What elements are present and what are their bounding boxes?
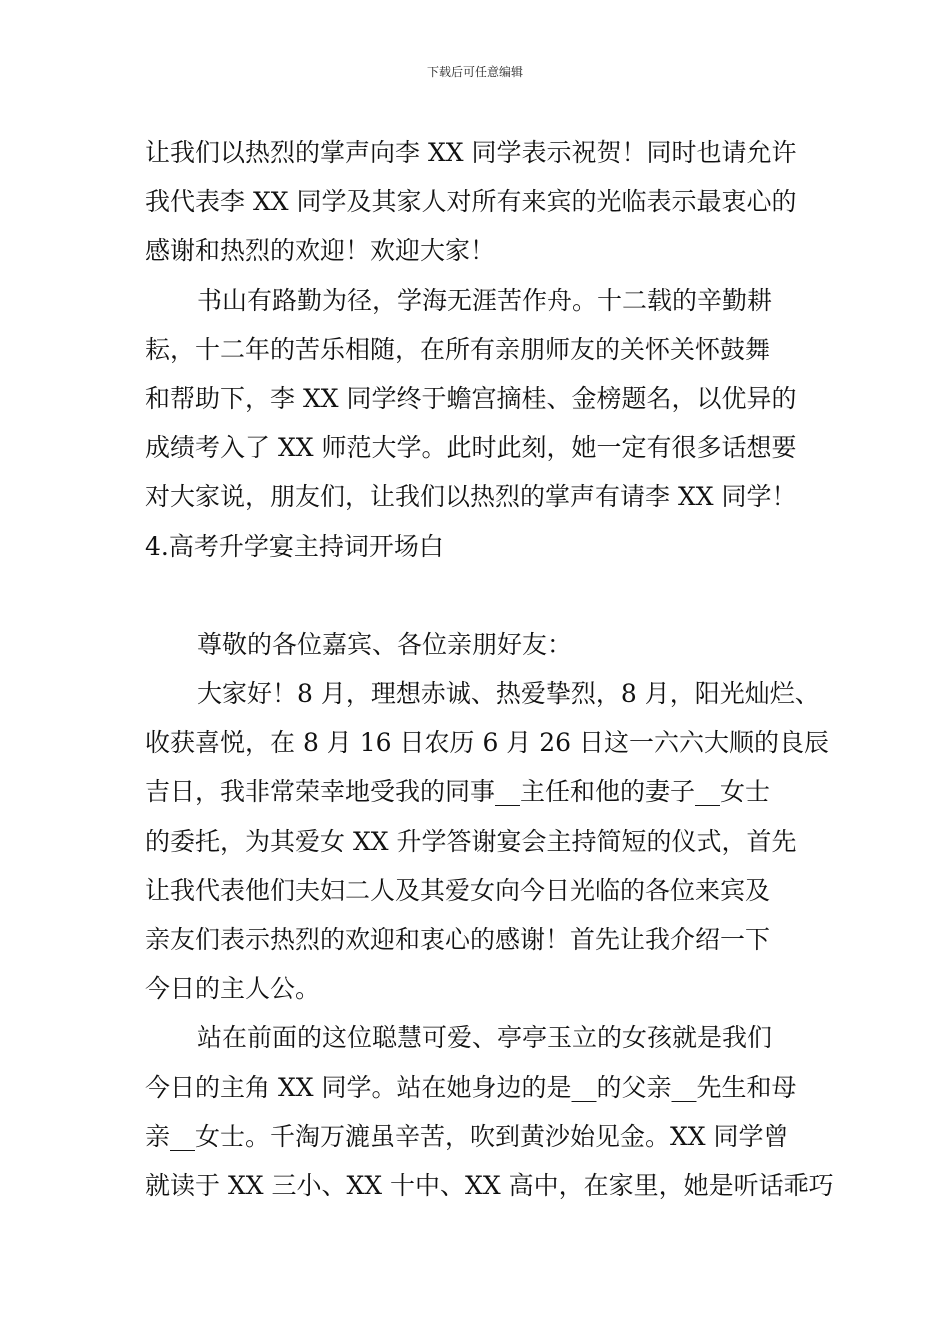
paragraph-start-line: 站在前面的这位聪慧可爱、亭亭玉立的女孩就是我们	[197, 1023, 773, 1053]
text-line: 感谢和热烈的欢迎！欢迎大家！	[145, 236, 496, 266]
text-line: 的委托，为其爱女 XX 升学答谢宴会主持简短的仪式，首先	[145, 826, 797, 856]
text-line: 我代表李 XX 同学及其家人对所有来宾的光临表示最衷心的	[145, 187, 797, 217]
text-line: 耘，十二年的苦乐相随，在所有亲朋师友的关怀关怀鼓舞	[145, 334, 771, 364]
page-header-note: 下载后可任意编辑	[426, 65, 523, 79]
paragraph-start-line: 书山有路勤为径，学海无涯苦作舟。十二载的辛勤耕	[197, 285, 773, 315]
section-heading: 4.高考升学宴主持词开场白	[145, 531, 444, 561]
text-line: 今日的主人公。	[145, 974, 321, 1004]
document-body	[145, 128, 834, 1210]
paragraph-start-line: 大家好！8 月，理想赤诚、热爱挚烈，8 月，阳光灿烂、	[197, 679, 820, 709]
text-line: 和帮助下，李 XX 同学终于蟾宫摘桂、金榜题名，以优异的	[145, 383, 797, 413]
text-line: 就读于 XX 三小、XX 十中、XX 高中，在家里，她是听话乖巧	[145, 1170, 834, 1200]
text-line: 今日的主角 XX 同学。站在她身边的是__的父亲__先生和母	[145, 1072, 797, 1102]
text-line: 亲友们表示热烈的欢迎和衷心的感谢！首先让我介绍一下	[145, 925, 771, 954]
text-line: 收获喜悦，在 8 月 16 日农历 6 月 26 日这一六六大顺的良辰	[145, 728, 830, 758]
blank-line	[145, 571, 825, 620]
text-line: 亲__女士。千淘万漉虽辛苦，吹到黄沙始见金。XX 同学曾	[145, 1121, 789, 1151]
text-line: 让我代表他们夫妇二人及其爱女向今日光临的各位来宾及	[145, 875, 771, 905]
text-line: 吉日，我非常荣幸地受我的同事__主任和他的妻子__女士	[145, 777, 771, 807]
text-line: 成绩考入了 XX 师范大学。此时此刻，她一定有很多话想要	[145, 433, 797, 463]
text-line: 让我们以热烈的掌声向李 XX 同学表示祝贺！同时也请允许	[145, 138, 797, 167]
text-line: 对大家说，朋友们，让我们以热烈的掌声有请李 XX 同学！	[145, 482, 797, 512]
salutation-line: 尊敬的各位嘉宾、各位亲朋好友：	[197, 629, 573, 659]
